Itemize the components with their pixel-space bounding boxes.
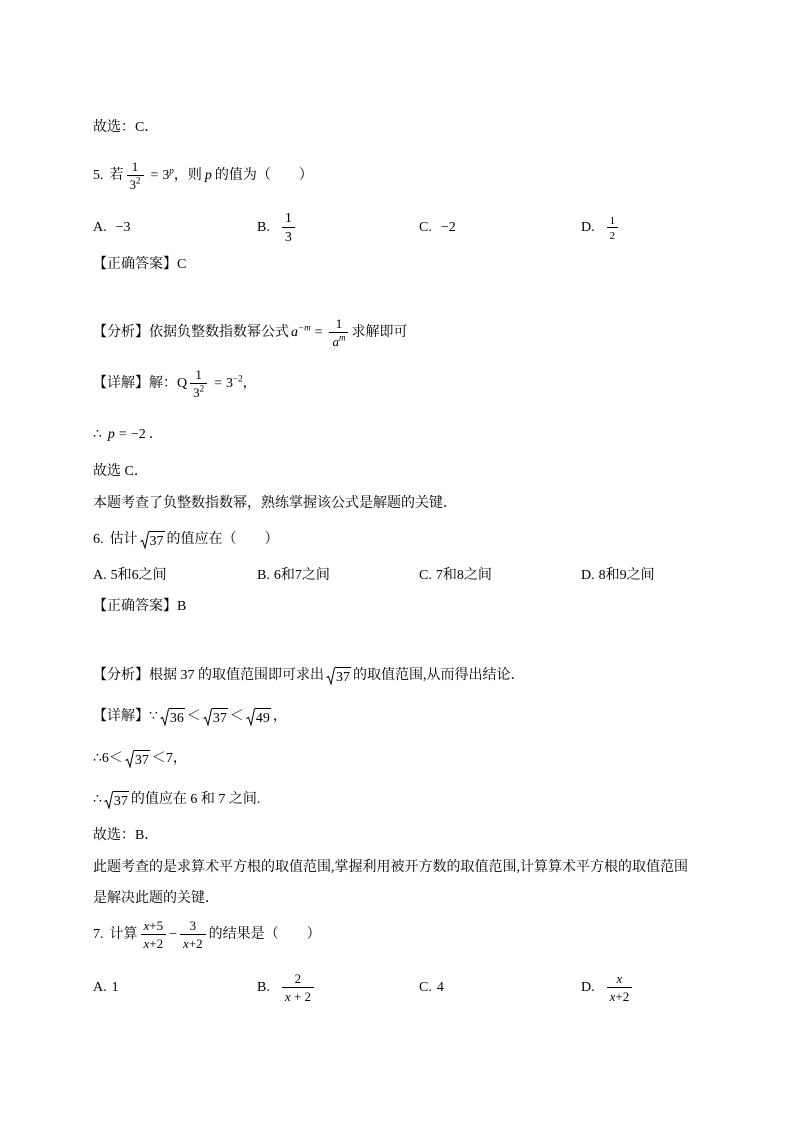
fraction-denominator <box>141 935 167 951</box>
because-symbol: ∵ <box>149 709 158 724</box>
analysis-text: 求解即可 <box>351 325 408 340</box>
variable: p <box>107 427 115 442</box>
option-b <box>257 565 330 587</box>
fraction-numerator: 2 <box>282 972 314 988</box>
q6-detail <box>93 706 287 728</box>
fraction <box>607 215 619 242</box>
option-letter: C. <box>419 568 432 583</box>
result-value: −2 <box>130 427 146 442</box>
expression-rest: + 2 <box>290 989 311 1004</box>
radicand: 37 <box>335 667 351 685</box>
question-number: 7. <box>93 927 104 942</box>
fraction-denominator <box>329 333 348 349</box>
fraction <box>282 972 314 1004</box>
fraction-denominator: 3 <box>284 230 292 245</box>
option-letter: A. <box>93 980 107 995</box>
expression-rest: +2 <box>149 936 164 951</box>
option-value: −3 <box>115 220 131 235</box>
equals-sign: = <box>118 427 127 442</box>
power-base: a <box>291 325 298 340</box>
prev-question-conclusion: 故选：C． <box>93 120 159 135</box>
option-letter: C. <box>419 980 432 995</box>
variable: x <box>183 936 189 951</box>
variable: x <box>609 989 616 1004</box>
radical-sign <box>104 791 113 809</box>
question-number: 6. <box>93 532 104 547</box>
detail-text: 解： <box>149 376 177 391</box>
option-letter: D. <box>581 980 595 995</box>
radical-sign <box>125 750 134 768</box>
minus-sign: − <box>169 927 178 942</box>
radical-sign <box>246 708 255 726</box>
variable: x <box>143 918 150 933</box>
power-base: 3 <box>162 168 170 183</box>
option-b <box>257 211 298 245</box>
q5-analysis <box>93 316 408 349</box>
detail-symbol: Q <box>177 376 188 391</box>
q5-conclusion: 故选 C． <box>93 464 148 479</box>
option-d <box>581 565 655 587</box>
q5-options <box>0 211 794 245</box>
option-text: 5和6之间 <box>110 568 167 583</box>
analysis-label: 【分析】 <box>93 325 149 340</box>
power-exponent: m <box>338 332 346 343</box>
fraction-numerator: 1 <box>329 317 348 333</box>
fraction-numerator: 1 <box>190 368 207 384</box>
q6-summary-line-1: 此题考查的是求算术平方根的取值范围,掌握利用被开方数的取值范围,计算算术平方根的取值范围 <box>93 860 688 875</box>
fraction <box>190 368 207 400</box>
stem-text: ，则 <box>173 168 202 183</box>
radicand: 37 <box>113 791 129 809</box>
fraction-numerator: 3 <box>180 919 206 935</box>
option-letter: B. <box>257 220 270 235</box>
stem-text: 计算 <box>109 927 138 942</box>
radical-sign <box>203 708 212 726</box>
radical-sign <box>140 531 149 549</box>
q6-analysis <box>93 665 525 687</box>
answer-value: B <box>177 599 187 614</box>
option-a <box>93 977 119 999</box>
square-root <box>160 708 185 726</box>
option-c <box>419 977 444 999</box>
step-text: ∴ <box>93 792 102 807</box>
option-a <box>93 565 167 587</box>
variable: x <box>143 936 150 951</box>
fraction <box>127 160 144 192</box>
power-exponent: p <box>169 165 174 176</box>
fraction-numerator <box>141 919 167 935</box>
fraction-numerator: 1 <box>127 160 144 176</box>
option-letter: C. <box>419 220 432 235</box>
power <box>291 322 311 344</box>
radicand: 36 <box>169 708 185 726</box>
power-exponent: −2 <box>233 373 243 384</box>
question-number: 5. <box>93 168 104 183</box>
fraction <box>607 972 633 1004</box>
stem-text: 的结果是（ ） <box>208 927 321 942</box>
option-d <box>581 214 621 242</box>
q7-options <box>0 971 794 1004</box>
square-root <box>104 791 129 809</box>
power-base: a <box>332 334 339 349</box>
option-a <box>93 217 131 239</box>
step-text: 的值应在 6 和 7 之间. <box>130 792 261 807</box>
power <box>226 373 243 395</box>
expression-rest: +5 <box>149 918 164 933</box>
option-text: 8和9之间 <box>598 568 655 583</box>
q5-stem <box>93 159 313 192</box>
power-base: 3 <box>226 376 234 391</box>
option-c <box>419 217 456 239</box>
option-c <box>419 565 492 587</box>
power-base: 3 <box>193 385 200 400</box>
analysis-text: 根据 37 的取值范围即可求出 <box>149 668 324 683</box>
square-root <box>140 531 165 549</box>
answer-label: 【正确答案】 <box>93 257 177 272</box>
radicand: 37 <box>149 531 165 549</box>
step-text: ∴6＜ <box>93 751 123 766</box>
fraction-denominator <box>282 988 314 1004</box>
square-root <box>203 708 228 726</box>
square-root <box>125 750 150 768</box>
option-text: 6和7之间 <box>273 568 330 583</box>
equals-sign: = <box>214 376 223 391</box>
option-letter: A. <box>93 568 107 583</box>
square-root <box>326 667 351 685</box>
stem-text: 估计 <box>109 532 138 547</box>
expression-rest: +2 <box>188 936 203 951</box>
q6-options <box>0 565 794 587</box>
punctuation: ， <box>272 709 287 724</box>
fraction-numerator: x <box>607 972 633 988</box>
q6-step3 <box>93 789 260 811</box>
variable: x <box>284 989 291 1004</box>
fraction-numerator: 1 <box>282 211 295 228</box>
detail-label: 【详解】 <box>93 709 149 724</box>
q6-stem <box>93 529 279 551</box>
analysis-text: 的取值范围,从而得出结论． <box>353 668 525 683</box>
analysis-text: 依据负整数指数幂公式 <box>149 325 289 340</box>
stem-text: 若 <box>109 168 124 183</box>
power <box>162 165 174 187</box>
q5-summary: 本题考查了负整数指数幂，熟练掌握该公式是解题的关键． <box>93 496 457 511</box>
option-letter: D. <box>581 568 595 583</box>
q6-step2 <box>93 748 187 770</box>
detail-text: ， <box>242 376 257 391</box>
stem-text: 的值应在（ ） <box>166 532 279 547</box>
less-than-sign: ＜ <box>229 709 244 724</box>
option-value: −2 <box>440 220 456 235</box>
equals-sign: = <box>150 168 159 183</box>
punctuation: ． <box>148 427 163 442</box>
option-b <box>257 971 317 1004</box>
detail-label: 【详解】 <box>93 376 149 391</box>
q6-summary-line-2: 是解决此题的关键． <box>93 891 219 906</box>
expression-rest: +2 <box>615 989 630 1004</box>
fraction-denominator <box>607 988 633 1004</box>
option-d <box>581 971 635 1004</box>
q7-stem <box>93 918 321 951</box>
radicand: 37 <box>212 708 228 726</box>
option-letter: D. <box>581 220 595 235</box>
fraction <box>180 919 206 951</box>
radicand: 37 <box>134 750 150 768</box>
radicand: 49 <box>255 708 271 726</box>
fraction-denominator <box>180 935 206 951</box>
option-letter: B. <box>257 568 270 583</box>
power-base: 3 <box>129 177 136 192</box>
analysis-label: 【分析】 <box>93 668 149 683</box>
stem-text: 的值为（ ） <box>214 168 313 183</box>
fraction <box>282 211 295 245</box>
option-letter: B. <box>257 980 270 995</box>
q5-answer <box>93 254 186 276</box>
power-exponent: −m <box>298 322 311 333</box>
power-exponent: 2 <box>199 383 205 394</box>
q5-detail <box>93 367 257 400</box>
square-root <box>246 708 271 726</box>
q6-conclusion: 故选：B． <box>93 828 159 843</box>
fraction-denominator: 2 <box>609 229 616 242</box>
less-than-sign: ＜ <box>186 709 201 724</box>
radical-sign <box>326 667 335 685</box>
step-text: ＜7， <box>151 751 187 766</box>
fraction <box>141 919 167 951</box>
fraction-denominator <box>127 176 144 192</box>
q5-therefore <box>93 424 163 446</box>
power-exponent: 2 <box>136 175 141 186</box>
q6-answer <box>93 596 186 618</box>
fraction <box>329 317 348 349</box>
variable: p <box>204 168 212 183</box>
answer-label: 【正确答案】 <box>93 599 177 614</box>
fraction-numerator: 1 <box>607 215 619 228</box>
fraction-denominator <box>190 384 207 400</box>
option-value: 1 <box>111 980 119 995</box>
option-letter: A. <box>93 220 107 235</box>
equals-sign: = <box>314 325 323 340</box>
therefore-symbol: ∴ <box>93 427 102 442</box>
radical-sign <box>160 708 169 726</box>
answer-value: C <box>177 257 187 272</box>
option-value: 4 <box>436 980 444 995</box>
option-text: 7和8之间 <box>435 568 492 583</box>
